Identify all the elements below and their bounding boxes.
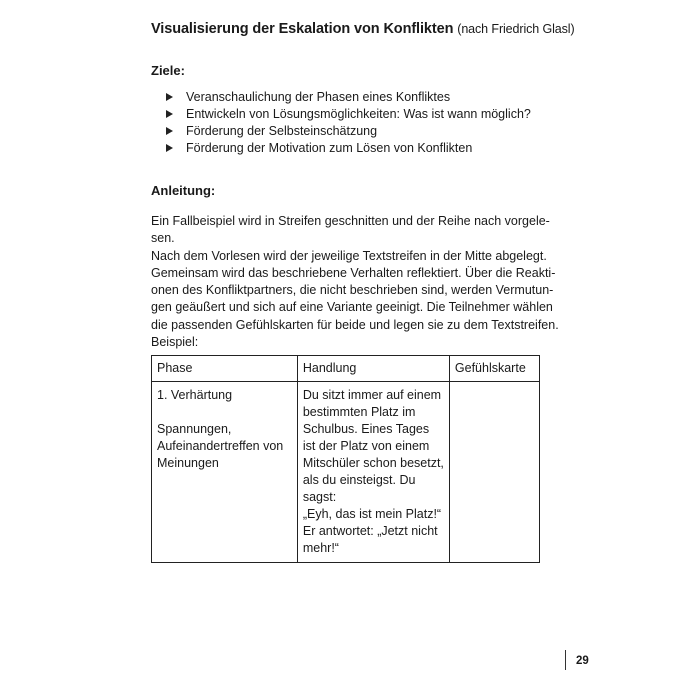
cell-line: Du sitzt immer auf einem — [302, 388, 442, 402]
triangle-right-icon — [166, 93, 173, 101]
text-line: die passenden Gefühlskarten für beide und legen sie zu dem Textstreifen. — [151, 317, 559, 332]
cell-line: als du einsteigst. Du — [302, 473, 416, 487]
cell-line: 1. Verhärtung — [157, 388, 233, 402]
list-item: Förderung der Selbsteinschätzung — [166, 123, 531, 140]
list-item: Entwickeln von Lösungsmöglichkeiten: Was ist wann möglich? — [166, 106, 531, 123]
table-header-row — [152, 356, 540, 382]
page-number: 29 — [576, 655, 589, 667]
goals-list — [166, 89, 531, 157]
header-feeling-card: Gefühlskarte — [449, 356, 539, 382]
text-line: Gemeinsam wird das beschriebene Verhalten reflektiert. Über die Reakti- — [151, 265, 556, 280]
cell-line: Meinungen — [157, 456, 219, 470]
cell-line: ist der Platz von einem — [302, 439, 430, 453]
instructions-text — [151, 213, 559, 351]
text-line: Ein Fallbeispiel wird in Streifen geschnitten und der Reihe nach vorgele- — [151, 214, 550, 228]
cell-line: mehr!“ — [302, 541, 339, 555]
title-subtitle: (nach Friedrich Glasl) — [457, 22, 575, 36]
table-row — [152, 382, 540, 563]
text-line: Nach dem Vorlesen wird der jeweilige Textstreifen in der Mitte abgelegt. — [151, 248, 547, 263]
cell-action — [297, 382, 449, 563]
cell-line: Spannungen, — [157, 422, 232, 436]
text-line: onen des Konfliktpartners, die nicht beschrieben sind, werden Vermutun- — [151, 283, 554, 298]
page-title — [151, 21, 575, 37]
cell-line: Mitschüler schon besetzt, — [302, 456, 444, 470]
header-phase: Phase — [152, 356, 298, 382]
goals-heading: Ziele: — [151, 63, 185, 78]
triangle-right-icon — [166, 127, 173, 135]
text-line: Beispiel: — [151, 335, 199, 350]
cell-line: sagst: — [302, 490, 337, 504]
cell-line: bestimmten Platz im — [302, 405, 416, 419]
cell-phase — [152, 382, 298, 563]
list-item: Förderung der Motivation zum Lösen von Konflikten — [166, 140, 531, 157]
cell-line: Schulbus. Eines Tages — [302, 422, 430, 436]
cell-feeling-card — [449, 382, 539, 563]
list-item: Veranschaulichung der Phasen eines Konfliktes — [166, 89, 531, 106]
instructions-heading: Anleitung: — [151, 183, 216, 198]
cell-line: „Eyh, das ist mein Platz!“ — [302, 507, 442, 521]
text-line: sen. — [151, 231, 175, 246]
text-line: gen geäußert und sich auf eine Variante geeinigt. Die Teilnehmer wählen — [151, 300, 553, 315]
example-table — [151, 355, 540, 563]
cell-line — [157, 404, 292, 421]
page-number-divider — [565, 650, 566, 670]
title-main: Visualisierung der Eskalation von Konflikten — [151, 21, 454, 37]
header-action: Handlung — [297, 356, 449, 382]
cell-line: Er antwortet: „Jetzt nicht — [302, 524, 438, 538]
triangle-right-icon — [166, 144, 173, 152]
triangle-right-icon — [166, 110, 173, 118]
cell-line: Aufeinandertreffen von — [157, 439, 284, 453]
